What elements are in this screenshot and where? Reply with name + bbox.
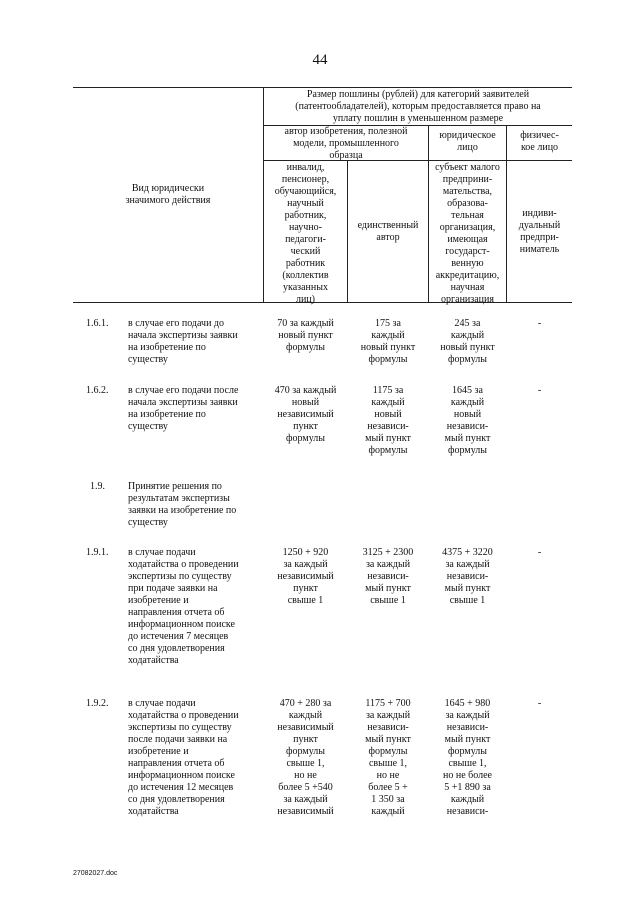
- row-fee-physical: -: [537, 318, 542, 329]
- row-fee-physical: -: [537, 547, 542, 558]
- row-fee-legal: 1645 за каждый новый независи- мый пункт формулы: [444, 385, 491, 456]
- header-group-author: автор изобретения, полезной модели, промышленного образца: [284, 126, 408, 161]
- header-sub-invalid: инвалид, пенсионер, обучающийся, научный работник, научно- педагоги- ческий работник (коллектив указанных лиц): [274, 162, 337, 305]
- row-fee-sole: 1175 за каждый новый независи- мый пункт формулы: [365, 385, 411, 456]
- row-action: в случае его подачи после начала экспертизы заявки на изобретение по существу: [128, 385, 239, 432]
- row-fee-physical: -: [537, 698, 542, 709]
- footer-filename: 27082027.doc: [73, 870, 118, 877]
- header-sub-sole: единственный автор: [357, 220, 419, 243]
- header-group-legal: юридическое лицо: [439, 130, 496, 153]
- header-sub-individual: индиви- дуальный предпри- ниматель: [518, 208, 561, 255]
- page-number: 44: [312, 52, 328, 68]
- row-action: в случае его подачи до начала экспертизы заявки на изобретение по существу: [128, 318, 238, 365]
- header-title: Размер пошлины (рублей) для категорий заявителей (патентообладателей), которым предоставляется право на уплату пошлин в уменьшенном размере: [295, 89, 541, 124]
- row-number: 1.9.2.: [86, 698, 109, 709]
- row-fee-invalid: 470 + 280 за каждый независимый пункт формулы свыше 1, но не более 5 +540 за каждый независимый: [277, 698, 334, 817]
- table-top-border: [73, 87, 572, 88]
- row-number: 1.6.1.: [86, 318, 109, 329]
- row-fee-sole: 1175 + 700 за каждый независи- мый пункт формулы свыше 1, но не более 5 + 1 350 за каждый: [365, 698, 411, 817]
- header-group-physical: физичес- кое лицо: [520, 130, 559, 153]
- row-fee-invalid: 470 за каждый новый независимый пункт формулы: [274, 385, 337, 444]
- row-fee-invalid: 1250 + 920 за каждый независимый пункт свыше 1: [277, 547, 334, 606]
- row-action: в случае подачи ходатайства о проведении экспертизы по существу после подачи заявки на изобретение и направления отчета об информационном поиске до истечения 12 месяцев со дня удовлетворения ходатайства: [128, 698, 239, 817]
- row-fee-legal: 245 за каждый новый пункт формулы: [440, 318, 495, 365]
- row-fee-sole: 175 за каждый новый пункт формулы: [360, 318, 416, 365]
- row-fee-invalid: 70 за каждый новый пункт формулы: [277, 318, 334, 353]
- row-number: 1.6.2.: [86, 385, 109, 396]
- header-sub-small: субъект малого предприни- мательства, образова- тельная организация, имеющая государст- венную аккредитацию, научная организация: [435, 162, 500, 305]
- header-col-action: Вид юридически значимого действия: [125, 183, 211, 206]
- row-fee-physical: -: [537, 385, 542, 396]
- row-fee-sole: 3125 + 2300 за каждый независи- мый пункт свыше 1: [362, 547, 414, 606]
- row-fee-legal: 1645 + 980 за каждый независи- мый пункт формулы свыше 1, но не более 5 +1 890 за каждый независи-: [443, 698, 492, 817]
- row-number: 1.9.1.: [86, 547, 109, 558]
- row-action: Принятие решения по результатам экспертизы заявки на изобретение по существу: [128, 481, 237, 528]
- row-fee-legal: 4375 + 3220 за каждый независи- мый пункт свыше 1: [442, 547, 493, 606]
- row-number: 1.9.: [90, 481, 105, 492]
- row-action: в случае подачи ходатайства о проведении экспертизы по существу при подаче заявки на изобретение и направления отчета об информационном поиске до истечения 7 месяцев со дня удовлетворения ходатайства: [128, 547, 239, 666]
